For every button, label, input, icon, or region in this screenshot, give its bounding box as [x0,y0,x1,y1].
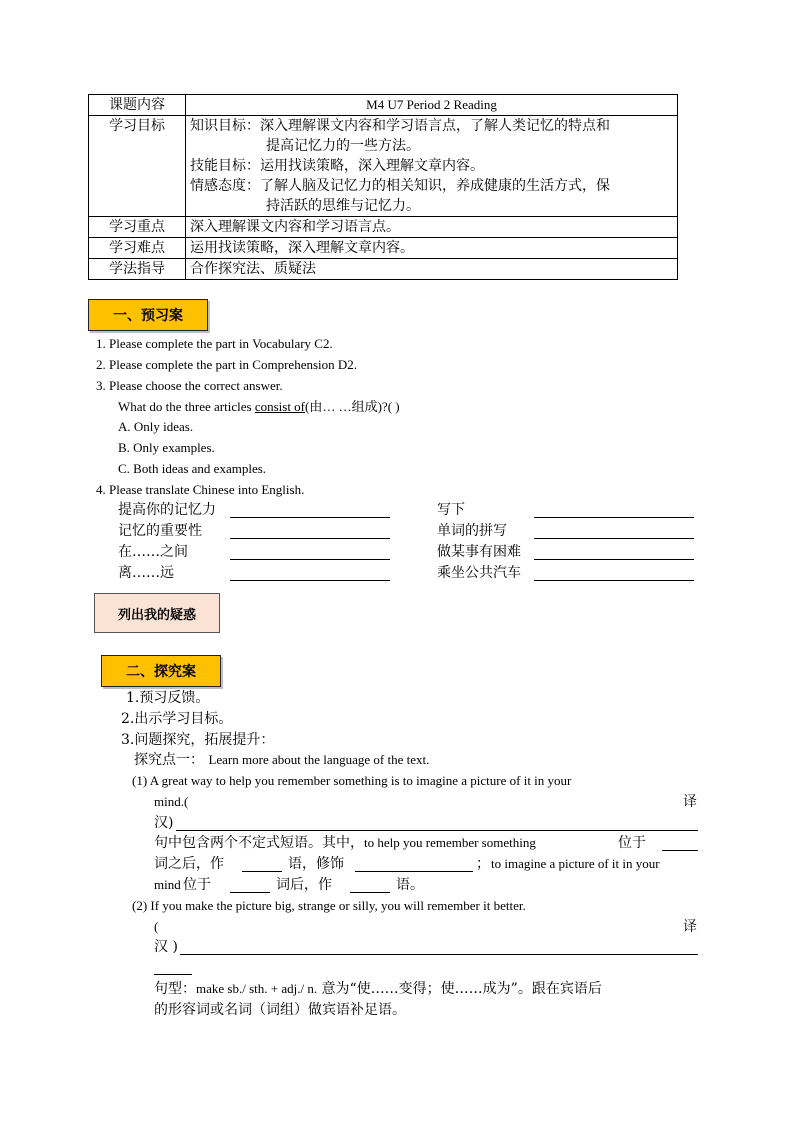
answer-blank[interactable] [350,878,390,893]
pattern-formula: make sb./ sth. + adj./ n. [196,981,318,996]
note-phrase: to imagine a picture of it in your [491,856,660,871]
question-3: 3. Please choose the correct answer. [96,378,283,393]
answer-blank[interactable] [230,503,390,518]
pattern-label: 句型： [154,981,196,997]
row-label: 学习难点 [89,238,186,259]
point-desc: Learn more about the language of the text. [208,752,430,767]
section-preview-title: 一、预习案 [88,299,208,331]
objective-line: 提高记忆力的一些方法。 [266,138,420,154]
info-table [88,94,678,280]
example-1-mind: mind.( [154,794,189,809]
example-2-sentence: (2) If you make the picture big, strange or silly, you will remember it better. [132,898,526,913]
answer-blank[interactable] [230,566,390,581]
answer-blank[interactable] [534,524,694,539]
answer-blank[interactable] [662,836,698,851]
question-3-stem [118,397,400,417]
table-row [89,217,678,238]
answer-blank[interactable] [534,545,694,560]
option-a: A. Only ideas. [118,419,194,434]
method-guide: 合作探究法、质疑法 [186,259,678,280]
translate-item: 做某事有困难 [437,544,521,560]
topic-content: M4 U7 Period 2 Reading [186,95,678,116]
row-label: 学法指导 [89,259,186,280]
stem-text: What do the three articles [118,399,255,414]
answer-blank[interactable] [242,857,282,872]
point-label: 探究点一： [134,752,209,768]
question-2: 2. Please complete the part in Comprehension D2. [96,357,358,372]
translate-item: 单词的拼写 [437,523,507,539]
table-row [89,116,678,217]
objective-line: 情感态度：了解人脑及记忆力的相关知识，养成健康的生活方式，保 [190,178,610,194]
translate-item: 在……之间 [118,544,188,560]
pattern-line [154,979,602,999]
translate-marker: 汉 ) [154,939,178,955]
explore-step-2: 2.出示学习目标。 [121,711,233,727]
note-text: 句中包含两个不定式短语。其中， [154,835,364,851]
answer-blank[interactable] [534,503,694,518]
translate-item: 写下 [437,502,465,518]
section-explore-title: 二、探究案 [101,655,221,687]
row-label: 学习重点 [89,217,186,238]
note-text: 词后，作 [276,877,332,893]
question-4: 4. Please translate Chinese into English. [96,482,305,497]
translation-blank[interactable] [176,816,698,831]
explore-step-3: 3.问题探究，拓展提升： [121,732,275,748]
answer-blank[interactable] [355,857,473,872]
translate-item: 提高你的记忆力 [118,502,216,518]
note-text: 位于 [183,877,211,893]
question-1: 1. Please complete the part in Vocabulary C2. [96,336,333,351]
option-b: B. Only examples. [118,440,215,455]
pattern-explanation: 的形容词或名词（词组）做宾语补足语。 [154,1002,406,1018]
grammar-note-line [154,833,536,853]
example-1-sentence: (1) A great way to help you remember something is to imagine a picture of it in your [132,773,572,788]
translate-marker: 译 [683,919,697,935]
stem-text: (由… …组成)?( ) [305,399,400,414]
questions-note-box: 列出我的疑惑 [94,593,220,633]
translate-marker: 译 [683,794,697,810]
note-text: 位于 [618,835,646,851]
row-label: 学习目标 [89,116,186,217]
table-row [89,259,678,280]
stem-underline: consist of [254,399,306,414]
answer-blank[interactable] [230,878,270,893]
table-row [89,95,678,116]
translation-blank[interactable] [180,940,698,955]
note-text: 语，修饰 [288,856,344,872]
key-points: 深入理解课文内容和学习语言点。 [186,217,678,238]
note-phrase: mind [154,877,181,892]
pattern-meaning: 意为“使……变得；使……成为”。跟在宾语后 [317,981,602,997]
table-row [89,238,678,259]
translate-item: 离……远 [118,565,174,581]
explore-step-1: 1.预习反馈。 [126,690,210,706]
answer-blank[interactable] [230,545,390,560]
note-phrase: to help you remember something [364,835,536,850]
objective-line: 技能目标：运用找读策略，深入理解文章内容。 [190,158,484,174]
translation-blank[interactable] [154,960,192,975]
explore-point-1 [134,750,429,770]
objective-line: 持活跃的思维与记忆力。 [266,198,420,214]
note-text: ； [476,856,490,872]
note-text: 语。 [396,877,424,893]
translate-item: 乘坐公共汽车 [437,565,521,581]
option-c: C. Both ideas and examples. [118,461,267,476]
translate-marker: 汉) [154,815,174,831]
difficult-points: 运用找读策略，深入理解文章内容。 [186,238,678,259]
answer-blank[interactable] [230,524,390,539]
example-2-paren: ( [154,919,159,934]
objective-line: 知识目标：深入理解课文内容和学习语言点，了解人类记忆的特点和 [190,118,610,134]
translate-item: 记忆的重要性 [118,523,202,539]
note-text: 词之后，作 [154,856,224,872]
objectives-cell [186,116,678,217]
row-label: 课题内容 [89,95,186,116]
answer-blank[interactable] [534,566,694,581]
